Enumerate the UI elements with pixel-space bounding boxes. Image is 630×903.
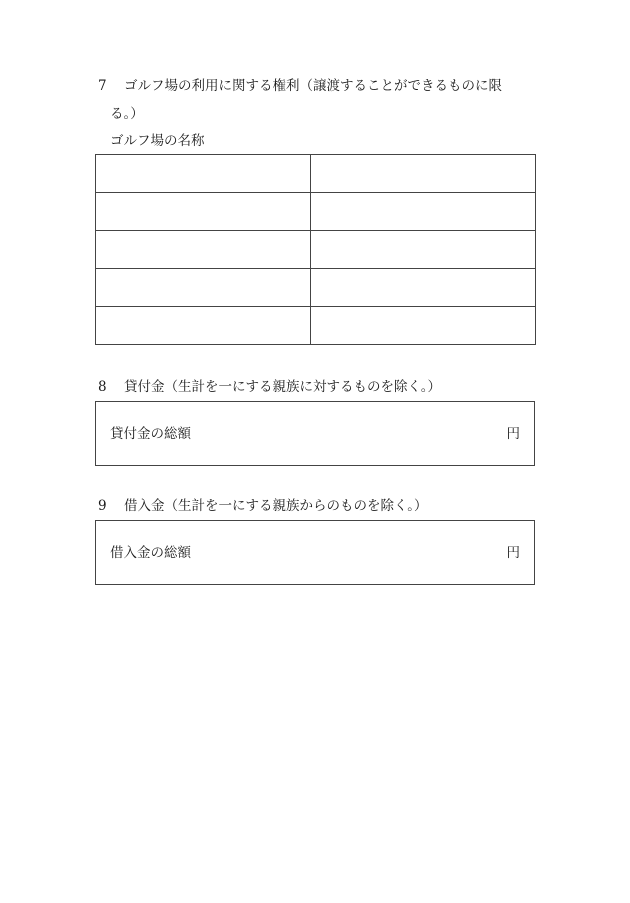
section-8-title: 貸付金（生計を一にする親族に対するものを除く。）: [124, 379, 441, 395]
golf-course-detail-cell[interactable]: [311, 231, 536, 269]
golf-course-name-cell[interactable]: [96, 269, 311, 307]
table-row: [96, 269, 536, 307]
golf-course-name-cell[interactable]: [96, 307, 311, 345]
loan-total-unit: 円: [506, 426, 520, 442]
golf-course-detail-cell[interactable]: [311, 307, 536, 345]
section-9-heading: [98, 496, 427, 516]
golf-course-name-cell[interactable]: [96, 193, 311, 231]
golf-course-detail-cell[interactable]: [311, 269, 536, 307]
borrowing-total-label: 借入金の総額: [110, 545, 191, 561]
golf-course-table: [95, 154, 536, 345]
loan-total-field[interactable]: [95, 401, 535, 466]
borrowing-total-field[interactable]: [95, 520, 535, 585]
golf-course-name-label: ゴルフ場の名称: [110, 133, 205, 149]
table-row: [96, 193, 536, 231]
section-7-title-line2: る。）: [110, 106, 144, 122]
loan-total-label: 貸付金の総額: [110, 426, 191, 442]
golf-course-name-cell[interactable]: [96, 231, 311, 269]
borrowing-total-unit: 円: [506, 545, 520, 561]
section-8-heading: [98, 377, 441, 397]
section-7-title-line1: ゴルフ場の利用に関する権利（譲渡することができるものに限: [124, 78, 502, 94]
golf-course-name-cell[interactable]: [96, 155, 311, 193]
section-7-heading: [98, 76, 502, 96]
golf-course-detail-cell[interactable]: [311, 155, 536, 193]
section-8-number: 8: [98, 379, 107, 395]
golf-course-detail-cell[interactable]: [311, 193, 536, 231]
table-row: [96, 155, 536, 193]
table-row: [96, 231, 536, 269]
section-9-title: 借入金（生計を一にする親族からのものを除く。）: [124, 498, 428, 514]
table-row: [96, 307, 536, 345]
section-9-number: 9: [98, 498, 107, 514]
section-7-number: 7: [98, 78, 107, 94]
